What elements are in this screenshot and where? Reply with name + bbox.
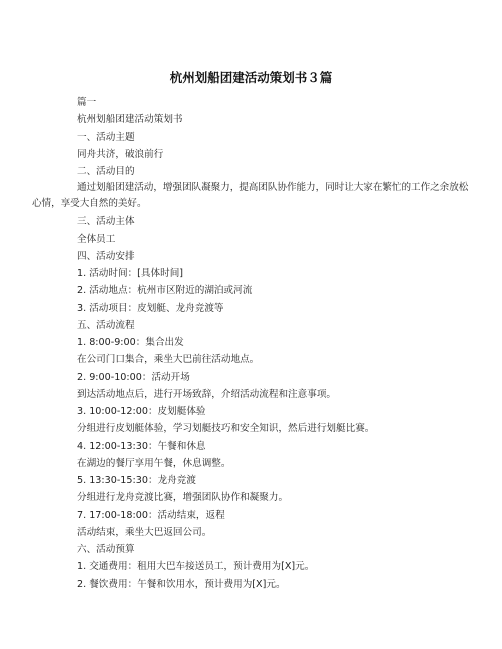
text-line: 杭州划船团建活动策划书	[77, 114, 183, 126]
list-item: 2. 餐饮费用：午餐和饮用水，预计费用为[X]元。	[77, 578, 286, 590]
list-item: 1. 活动时间：[具体时间]	[77, 268, 184, 279]
list-item: 2. 9:00-10:00：活动开场	[77, 371, 190, 383]
list-item: 1. 8:00-9:00：集合出发	[77, 337, 184, 348]
text-line: 分组进行皮划艇体验，学习划艇技巧和安全知识，然后进行划艇比赛。	[77, 423, 375, 435]
document-title: 杭州划船团建活动策划书３篇	[169, 70, 333, 85]
section-heading: 六、活动预算	[77, 544, 135, 555]
text-line: 在湖边的餐厅享用午餐，休息调整。	[77, 457, 231, 469]
list-item: 5. 13:30-15:30：龙舟竞渡	[77, 475, 196, 486]
purpose-paragraph: 通过划船团建活动，增强团队凝聚力，提高团队协作能力，同时让大家在繁忙的工作之余放松心情，享受大自然的美好。	[32, 182, 469, 209]
text-line: 到达活动地点后，进行开场致辞，介绍活动流程和注意事项。	[77, 388, 337, 400]
list-item: 2. 活动地点：杭州市区附近的湖泊或河流	[77, 285, 253, 297]
text-line: 活动结束，乘坐大巴返回公司。	[77, 526, 212, 538]
text-line: 同舟共济，破浪前行	[77, 148, 164, 160]
list-item: 4. 12:00-13:30：午餐和休息	[77, 440, 206, 452]
list-item: 3. 10:00-12:00：皮划艇体验	[77, 406, 206, 417]
list-item: 3. 活动项目：皮划艇、龙舟竞渡等	[77, 302, 224, 314]
section-heading: 五、活动流程	[77, 319, 135, 331]
text-line: 全体员工	[77, 233, 116, 245]
text-line: 在公司门口集合，乘坐大巴前往活动地点。	[77, 354, 260, 366]
document-body	[32, 94, 472, 593]
section-heading: 四、活动安排	[77, 250, 135, 262]
text-line: 分组进行龙舟竞渡比赛，增强团队协作和凝聚力。	[77, 492, 289, 504]
list-item: 1. 交通费用：租用大巴车接送员工，预计费用为[X]元。	[77, 561, 315, 573]
list-item: 7. 17:00-18:00：活动结束，返程	[77, 509, 225, 521]
section-heading: 一、活动主题	[77, 131, 135, 143]
section-heading: 二、活动目的	[77, 166, 135, 177]
section-heading: 三、活动主体	[77, 216, 135, 228]
text-line: 篇一	[77, 97, 97, 108]
